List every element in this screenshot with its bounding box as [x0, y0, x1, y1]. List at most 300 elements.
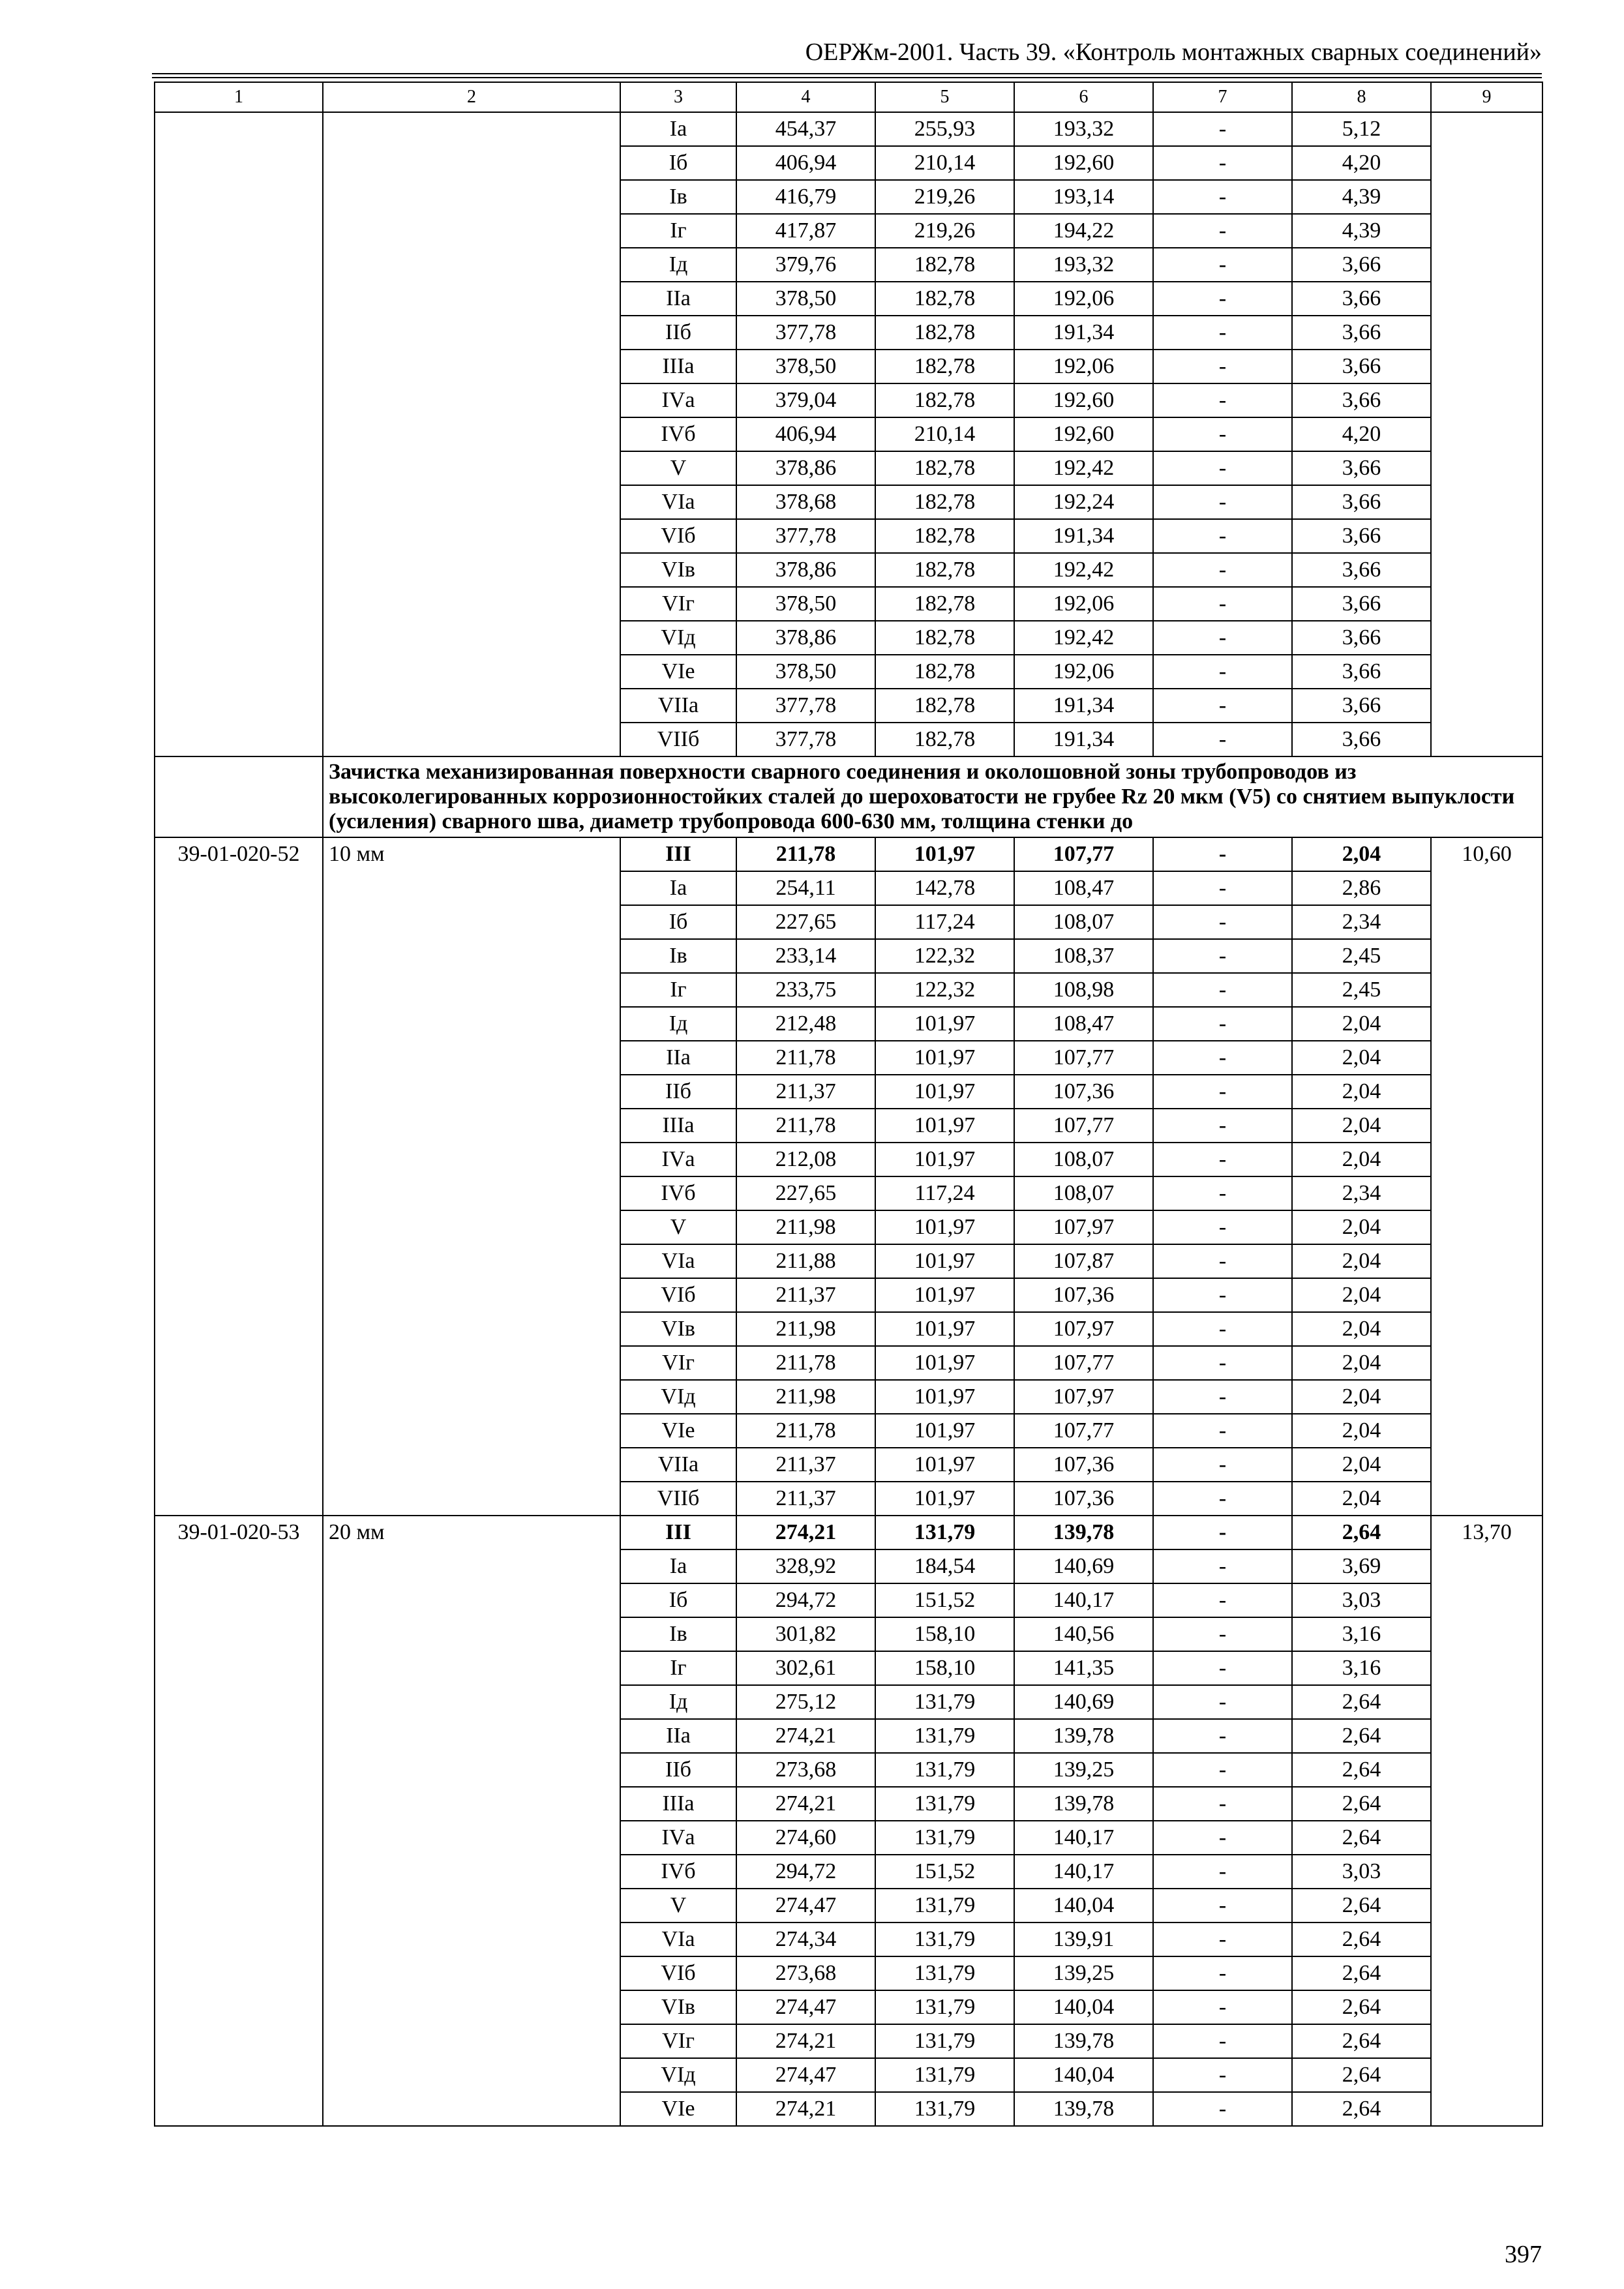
- cell-c6: 192,06: [1014, 350, 1153, 383]
- cell-c4: 211,88: [736, 1244, 875, 1278]
- cell-c6: 194,22: [1014, 214, 1153, 248]
- cell-c7: -: [1153, 1244, 1292, 1278]
- cell-c4: 274,47: [736, 2058, 875, 2092]
- cell-c8: 3,16: [1292, 1651, 1431, 1685]
- cell-c4: 273,68: [736, 1753, 875, 1787]
- cell-c4: 301,82: [736, 1617, 875, 1651]
- cell-c8: 2,04: [1292, 1448, 1431, 1482]
- cell-c3: IVа: [620, 1143, 736, 1176]
- cell-c4: 233,75: [736, 973, 875, 1007]
- cell-c4: 378,50: [736, 282, 875, 316]
- cell-c8: 3,66: [1292, 316, 1431, 350]
- cell-c7: -: [1153, 1922, 1292, 1956]
- cell-c3: V: [620, 1889, 736, 1922]
- cell-c8: 2,04: [1292, 1414, 1431, 1448]
- cell-c5: 131,79: [875, 1821, 1014, 1855]
- cell-c7: -: [1153, 146, 1292, 180]
- cell-c7: -: [1153, 1956, 1292, 1990]
- table-row: [155, 112, 1542, 146]
- cell-c5: 182,78: [875, 621, 1014, 655]
- cell-c6: 139,25: [1014, 1753, 1153, 1787]
- column-number: 9: [1431, 82, 1542, 112]
- cell-c8: 2,04: [1292, 837, 1431, 871]
- cell-c8: 2,04: [1292, 1210, 1431, 1244]
- cell-c3: VIа: [620, 1244, 736, 1278]
- cell-c6: 107,97: [1014, 1380, 1153, 1414]
- cell-c8: 4,39: [1292, 214, 1431, 248]
- cell-c3: VIа: [620, 485, 736, 519]
- cell-c6: 139,91: [1014, 1922, 1153, 1956]
- cell-c5: 117,24: [875, 1176, 1014, 1210]
- cell-c3: VIг: [620, 1346, 736, 1380]
- cell-c6: 139,78: [1014, 1516, 1153, 1549]
- cell-c4: 377,78: [736, 689, 875, 723]
- cell-c5: 117,24: [875, 905, 1014, 939]
- cell-c5: 101,97: [875, 1041, 1014, 1075]
- cell-c7: -: [1153, 1719, 1292, 1753]
- cell-c8: 2,64: [1292, 1753, 1431, 1787]
- cell-c6: 140,17: [1014, 1821, 1153, 1855]
- cell-c3: Iв: [620, 939, 736, 973]
- cell-c6: 108,37: [1014, 939, 1153, 973]
- cell-c5: 158,10: [875, 1617, 1014, 1651]
- cell-c5: 131,79: [875, 1922, 1014, 1956]
- cell-c4: 211,37: [736, 1278, 875, 1312]
- cell-c6: 107,77: [1014, 1109, 1153, 1143]
- cell-c4: 274,47: [736, 1889, 875, 1922]
- cell-c4: 302,61: [736, 1651, 875, 1685]
- cell-c4: 274,60: [736, 1821, 875, 1855]
- column-number-row: [155, 82, 1542, 112]
- cell-c6: 192,06: [1014, 655, 1153, 689]
- cell-c5: 131,79: [875, 1719, 1014, 1753]
- cell-c3: IIа: [620, 282, 736, 316]
- cell-c3: Iд: [620, 1685, 736, 1719]
- cell-c4: 211,37: [736, 1482, 875, 1516]
- cell-c8: 2,04: [1292, 1109, 1431, 1143]
- cell-c4: 328,92: [736, 1549, 875, 1583]
- cell-c6: 140,69: [1014, 1549, 1153, 1583]
- cell-c3: VIб: [620, 1956, 736, 1990]
- cell-c5: 131,79: [875, 1516, 1014, 1549]
- cell-c7: -: [1153, 248, 1292, 282]
- cell-c6: 108,07: [1014, 1176, 1153, 1210]
- cell-c6: 193,32: [1014, 112, 1153, 146]
- cell-c3: VIа: [620, 1922, 736, 1956]
- cell-c5: 101,97: [875, 1244, 1014, 1278]
- cell-c8: 2,04: [1292, 1346, 1431, 1380]
- cell-c7: -: [1153, 180, 1292, 214]
- cell-c6: 139,78: [1014, 2024, 1153, 2058]
- cell-c4: 377,78: [736, 316, 875, 350]
- cell-c4: 254,11: [736, 871, 875, 905]
- cell-c8: 2,64: [1292, 2058, 1431, 2092]
- cell-c6: 107,36: [1014, 1075, 1153, 1109]
- cell-c5: 101,97: [875, 1414, 1014, 1448]
- cell-c7: -: [1153, 1414, 1292, 1448]
- cell-c6: 140,69: [1014, 1685, 1153, 1719]
- cell-c8: 3,03: [1292, 1583, 1431, 1617]
- cell-c7: -: [1153, 905, 1292, 939]
- header-rule: [152, 73, 1542, 74]
- cell-c6: 108,47: [1014, 1007, 1153, 1041]
- cell-c7: -: [1153, 1380, 1292, 1414]
- cell-c7: -: [1153, 973, 1292, 1007]
- cell-c5: 182,78: [875, 350, 1014, 383]
- cell-c7: -: [1153, 350, 1292, 383]
- cell-c7: -: [1153, 451, 1292, 485]
- cell-c4: 275,12: [736, 1685, 875, 1719]
- cell-c3: VIв: [620, 1990, 736, 2024]
- cell-c7: -: [1153, 112, 1292, 146]
- cell-c4: 378,50: [736, 350, 875, 383]
- rate-col9: [1431, 112, 1542, 756]
- cell-c4: 377,78: [736, 519, 875, 553]
- cell-c8: 3,66: [1292, 689, 1431, 723]
- cell-c8: 2,64: [1292, 1889, 1431, 1922]
- cell-c4: 417,87: [736, 214, 875, 248]
- cell-c3: Iд: [620, 248, 736, 282]
- cell-c7: -: [1153, 1312, 1292, 1346]
- cell-c5: 142,78: [875, 871, 1014, 905]
- cell-c4: 211,98: [736, 1312, 875, 1346]
- cell-c4: 211,37: [736, 1075, 875, 1109]
- cell-c3: VIг: [620, 587, 736, 621]
- cell-c4: 211,98: [736, 1380, 875, 1414]
- cell-c7: -: [1153, 1549, 1292, 1583]
- cell-c5: 122,32: [875, 973, 1014, 1007]
- cell-c5: 182,78: [875, 519, 1014, 553]
- cell-c6: 192,24: [1014, 485, 1153, 519]
- cell-c7: -: [1153, 1889, 1292, 1922]
- cell-c8: 3,66: [1292, 655, 1431, 689]
- cell-c5: 101,97: [875, 1448, 1014, 1482]
- cell-c5: 101,97: [875, 1346, 1014, 1380]
- cell-c8: 2,04: [1292, 1041, 1431, 1075]
- cell-c4: 211,78: [736, 1414, 875, 1448]
- cell-c7: -: [1153, 1685, 1292, 1719]
- cell-c8: 3,16: [1292, 1617, 1431, 1651]
- cell-c7: -: [1153, 1617, 1292, 1651]
- cell-c3: Iг: [620, 214, 736, 248]
- cell-c4: 378,50: [736, 655, 875, 689]
- cell-c3: Iб: [620, 146, 736, 180]
- column-number: 6: [1014, 82, 1153, 112]
- cell-c8: 3,66: [1292, 350, 1431, 383]
- cell-c4: 378,86: [736, 553, 875, 587]
- cell-c8: 3,66: [1292, 282, 1431, 316]
- column-number: 5: [875, 82, 1014, 112]
- cell-c3: IIIа: [620, 1109, 736, 1143]
- cell-c5: 131,79: [875, 1685, 1014, 1719]
- cell-c5: 151,52: [875, 1583, 1014, 1617]
- cell-c3: III: [620, 837, 736, 871]
- cell-c5: 101,97: [875, 1007, 1014, 1041]
- cell-c3: VIд: [620, 621, 736, 655]
- cell-c6: 191,34: [1014, 723, 1153, 756]
- cell-c8: 4,20: [1292, 146, 1431, 180]
- cell-c3: VIв: [620, 553, 736, 587]
- cell-c6: 192,42: [1014, 553, 1153, 587]
- cell-c8: 2,64: [1292, 1990, 1431, 2024]
- cell-c3: Iа: [620, 112, 736, 146]
- cell-c8: 3,66: [1292, 621, 1431, 655]
- cell-c5: 101,97: [875, 1143, 1014, 1176]
- cell-c8: 2,34: [1292, 905, 1431, 939]
- cell-c7: -: [1153, 316, 1292, 350]
- cell-c5: 184,54: [875, 1549, 1014, 1583]
- cell-c8: 3,66: [1292, 485, 1431, 519]
- cell-c8: 3,66: [1292, 519, 1431, 553]
- cell-c5: 182,78: [875, 655, 1014, 689]
- cell-c3: Iа: [620, 871, 736, 905]
- cell-c4: 274,21: [736, 1516, 875, 1549]
- cell-c3: Iг: [620, 1651, 736, 1685]
- cell-c5: 101,97: [875, 1312, 1014, 1346]
- cell-c4: 212,08: [736, 1143, 875, 1176]
- cell-c6: 140,04: [1014, 2058, 1153, 2092]
- cell-c6: 139,25: [1014, 1956, 1153, 1990]
- cell-c7: -: [1153, 1787, 1292, 1821]
- cell-c3: Iд: [620, 1007, 736, 1041]
- cell-c4: 211,98: [736, 1210, 875, 1244]
- cell-c8: 5,12: [1292, 112, 1431, 146]
- cell-c4: 294,72: [736, 1855, 875, 1889]
- cell-c5: 101,97: [875, 1380, 1014, 1414]
- cell-c7: -: [1153, 519, 1292, 553]
- cell-c4: 233,14: [736, 939, 875, 973]
- cell-c7: -: [1153, 485, 1292, 519]
- cell-c4: 274,21: [736, 2024, 875, 2058]
- cell-c3: Iа: [620, 1549, 736, 1583]
- rate-code: 39-01-020-53: [155, 1516, 323, 2126]
- cell-c8: 2,64: [1292, 1685, 1431, 1719]
- cell-c8: 3,03: [1292, 1855, 1431, 1889]
- cell-c6: 140,17: [1014, 1583, 1153, 1617]
- cell-c3: VIб: [620, 519, 736, 553]
- cell-c8: 2,64: [1292, 1719, 1431, 1753]
- cell-c3: IVб: [620, 1176, 736, 1210]
- page-header-title: ОЕРЖм-2001. Часть 39. «Контроль монтажных сварных соединений»: [805, 38, 1542, 66]
- cell-c7: -: [1153, 837, 1292, 871]
- cell-c5: 131,79: [875, 1956, 1014, 1990]
- cell-c5: 210,14: [875, 417, 1014, 451]
- table-row: [155, 837, 1542, 871]
- cell-c4: 378,86: [736, 451, 875, 485]
- cell-c6: 107,77: [1014, 837, 1153, 871]
- cell-c5: 182,78: [875, 689, 1014, 723]
- cell-c4: 377,78: [736, 723, 875, 756]
- cell-c7: -: [1153, 417, 1292, 451]
- cell-c3: VIд: [620, 1380, 736, 1414]
- rates-table: [154, 82, 1543, 2127]
- cell-c7: -: [1153, 1075, 1292, 1109]
- cell-c8: 2,04: [1292, 1380, 1431, 1414]
- cell-c7: -: [1153, 871, 1292, 905]
- page-number: 397: [1505, 2241, 1542, 2268]
- cell-c7: -: [1153, 1346, 1292, 1380]
- cell-c4: 274,47: [736, 1990, 875, 2024]
- cell-c6: 107,77: [1014, 1414, 1153, 1448]
- cell-c6: 140,17: [1014, 1855, 1153, 1889]
- cell-c6: 107,36: [1014, 1482, 1153, 1516]
- cell-c7: -: [1153, 689, 1292, 723]
- cell-c5: 131,79: [875, 1787, 1014, 1821]
- cell-c8: 2,45: [1292, 939, 1431, 973]
- cell-c5: 131,79: [875, 1990, 1014, 2024]
- cell-c5: 131,79: [875, 2092, 1014, 2126]
- cell-c7: -: [1153, 383, 1292, 417]
- cell-c7: -: [1153, 214, 1292, 248]
- cell-c8: 2,04: [1292, 1244, 1431, 1278]
- cell-c8: 3,66: [1292, 451, 1431, 485]
- cell-c3: VIIа: [620, 689, 736, 723]
- cell-c5: 151,52: [875, 1855, 1014, 1889]
- cell-c6: 192,06: [1014, 587, 1153, 621]
- cell-c6: 192,60: [1014, 417, 1153, 451]
- cell-c5: 131,79: [875, 1889, 1014, 1922]
- cell-c6: 191,34: [1014, 316, 1153, 350]
- cell-c5: 210,14: [875, 146, 1014, 180]
- cell-c5: 131,79: [875, 2024, 1014, 2058]
- cell-c6: 107,36: [1014, 1278, 1153, 1312]
- cell-c4: 416,79: [736, 180, 875, 214]
- cell-c6: 107,87: [1014, 1244, 1153, 1278]
- cell-c8: 4,20: [1292, 417, 1431, 451]
- rate-col9: 13,70: [1431, 1516, 1542, 2126]
- cell-c6: 108,07: [1014, 1143, 1153, 1176]
- cell-c8: 2,64: [1292, 1821, 1431, 1855]
- cell-c8: 2,64: [1292, 2024, 1431, 2058]
- cell-c3: IIIа: [620, 1787, 736, 1821]
- cell-c5: 182,78: [875, 248, 1014, 282]
- cell-c3: VIIб: [620, 1482, 736, 1516]
- cell-c4: 274,34: [736, 1922, 875, 1956]
- cell-c4: 227,65: [736, 1176, 875, 1210]
- cell-c8: 2,04: [1292, 1482, 1431, 1516]
- cell-c3: VIе: [620, 2092, 736, 2126]
- cell-c6: 108,98: [1014, 973, 1153, 1007]
- cell-c3: IVа: [620, 1821, 736, 1855]
- cell-c5: 101,97: [875, 1075, 1014, 1109]
- cell-c8: 3,66: [1292, 383, 1431, 417]
- cell-c5: 101,97: [875, 837, 1014, 871]
- cell-c4: 379,76: [736, 248, 875, 282]
- cell-c4: 378,86: [736, 621, 875, 655]
- cell-c3: IIб: [620, 1753, 736, 1787]
- cell-c7: -: [1153, 1278, 1292, 1312]
- cell-c4: 378,68: [736, 485, 875, 519]
- section-title: Зачистка механизированная поверхности сварного соединения и околошовной зоны трубопроводов из высоколегированных коррозионностойких сталей до шероховатости не грубее Rz 20 мкм (V5) со снятием выпуклости (усиления) сварного шва, диаметр трубопровода 600-630 мм, толщина стенки до: [323, 756, 1542, 837]
- cell-c6: 107,97: [1014, 1210, 1153, 1244]
- cell-c4: 379,04: [736, 383, 875, 417]
- cell-c7: -: [1153, 939, 1292, 973]
- cell-c3: VIе: [620, 1414, 736, 1448]
- cell-c7: -: [1153, 553, 1292, 587]
- cell-c4: 406,94: [736, 146, 875, 180]
- column-number: 7: [1153, 82, 1292, 112]
- column-number: 2: [323, 82, 620, 112]
- cell-c3: IIб: [620, 1075, 736, 1109]
- cell-c6: 108,47: [1014, 871, 1153, 905]
- cell-c3: Iб: [620, 905, 736, 939]
- rate-unit: 20 мм: [323, 1516, 620, 2126]
- cell-c6: 107,77: [1014, 1041, 1153, 1075]
- cell-c5: 101,97: [875, 1482, 1014, 1516]
- cell-c7: -: [1153, 1583, 1292, 1617]
- cell-c5: 182,78: [875, 383, 1014, 417]
- cell-c3: IIа: [620, 1041, 736, 1075]
- cell-c7: -: [1153, 1516, 1292, 1549]
- cell-c5: 219,26: [875, 214, 1014, 248]
- cell-c8: 3,66: [1292, 723, 1431, 756]
- cell-c7: -: [1153, 1109, 1292, 1143]
- cell-c8: 3,66: [1292, 587, 1431, 621]
- cell-c7: -: [1153, 1990, 1292, 2024]
- cell-c4: 406,94: [736, 417, 875, 451]
- cell-c7: -: [1153, 2058, 1292, 2092]
- cell-c3: VIд: [620, 2058, 736, 2092]
- cell-c3: IIа: [620, 1719, 736, 1753]
- cell-c7: -: [1153, 2092, 1292, 2126]
- cell-c3: Iв: [620, 1617, 736, 1651]
- cell-c3: IVа: [620, 383, 736, 417]
- cell-c8: 2,04: [1292, 1143, 1431, 1176]
- cell-c4: 227,65: [736, 905, 875, 939]
- column-number: 8: [1292, 82, 1431, 112]
- cell-c6: 140,04: [1014, 1990, 1153, 2024]
- cell-c4: 273,68: [736, 1956, 875, 1990]
- cell-c8: 2,64: [1292, 2092, 1431, 2126]
- cell-c3: VIIа: [620, 1448, 736, 1482]
- cell-c3: IIIа: [620, 350, 736, 383]
- cell-c3: Iб: [620, 1583, 736, 1617]
- empty-cell: [155, 756, 323, 837]
- cell-c6: 191,34: [1014, 689, 1153, 723]
- cell-c5: 131,79: [875, 1753, 1014, 1787]
- cell-c8: 2,64: [1292, 1787, 1431, 1821]
- cell-c8: 3,66: [1292, 553, 1431, 587]
- cell-c4: 212,48: [736, 1007, 875, 1041]
- cell-c6: 192,06: [1014, 282, 1153, 316]
- cell-c7: -: [1153, 1007, 1292, 1041]
- header-rule: [152, 77, 1542, 78]
- column-number: 3: [620, 82, 736, 112]
- cell-c8: 2,04: [1292, 1075, 1431, 1109]
- cell-c5: 182,78: [875, 485, 1014, 519]
- cell-c3: III: [620, 1516, 736, 1549]
- cell-c4: 211,37: [736, 1448, 875, 1482]
- cell-c7: -: [1153, 1176, 1292, 1210]
- cell-c7: -: [1153, 621, 1292, 655]
- cell-c3: V: [620, 451, 736, 485]
- cell-c4: 211,78: [736, 837, 875, 871]
- cell-c8: 2,34: [1292, 1176, 1431, 1210]
- cell-c6: 107,36: [1014, 1448, 1153, 1482]
- cell-c6: 192,42: [1014, 451, 1153, 485]
- cell-c8: 2,45: [1292, 973, 1431, 1007]
- cell-c7: -: [1153, 723, 1292, 756]
- cell-c6: 140,04: [1014, 1889, 1153, 1922]
- cell-c5: 122,32: [875, 939, 1014, 973]
- cell-c3: VIв: [620, 1312, 736, 1346]
- cell-c4: 274,21: [736, 2092, 875, 2126]
- cell-c6: 107,97: [1014, 1312, 1153, 1346]
- cell-c8: 2,04: [1292, 1312, 1431, 1346]
- cell-c5: 219,26: [875, 180, 1014, 214]
- cell-c7: -: [1153, 282, 1292, 316]
- cell-c8: 3,69: [1292, 1549, 1431, 1583]
